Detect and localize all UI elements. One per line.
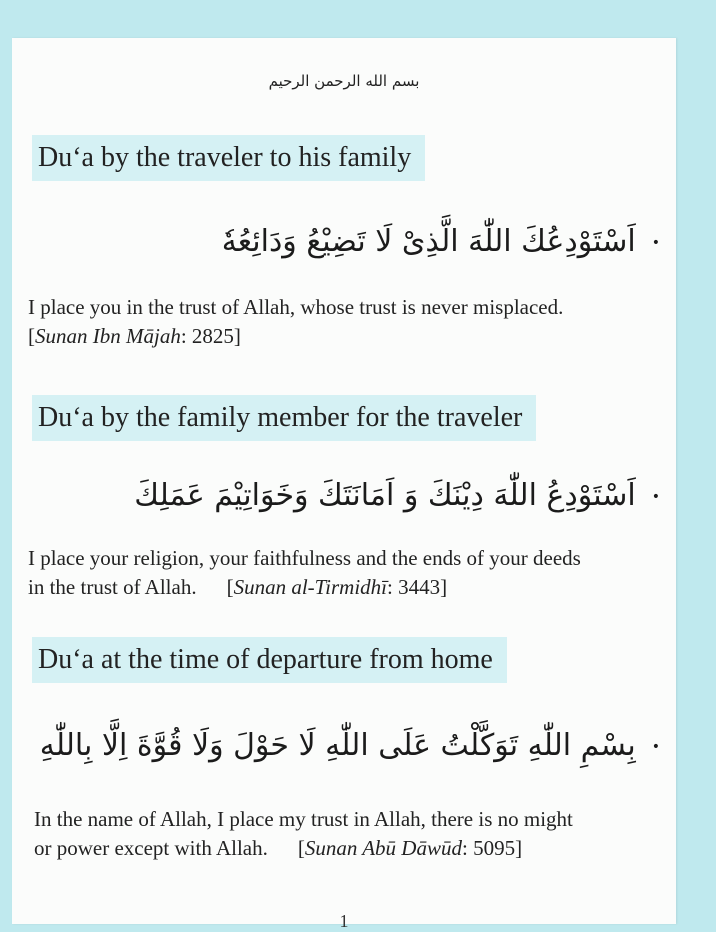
bullet-icon: •	[651, 234, 660, 251]
translation-line: I place your religion, your faithfulness and the ends of your deeds	[28, 546, 581, 570]
translation-departure-from-home	[34, 805, 670, 863]
bullet-icon: •	[651, 488, 660, 505]
translation-line-with-source: or power except with Allah. [Sunan Abū Dāwūd: 5095]	[34, 836, 523, 860]
arabic-text: اَسْتَوْدِعُكَ اللّٰهَ الَّذِىْ لَا تَضِيْعُ وَدَائِعُهٗ	[221, 224, 636, 259]
document-page	[12, 38, 676, 931]
source-ref: : 5095]	[461, 836, 523, 860]
section-heading-departure-from-home: Du‘a at the time of departure from home	[32, 637, 507, 683]
section-heading-traveler-to-family: Du‘a by the traveler to his family	[32, 135, 425, 181]
source-book: Sunan al-Tirmidhī	[233, 575, 388, 599]
page-number: 1	[339, 911, 349, 931]
source-citation: [Sunan al-Tirmidhī: 3443]	[226, 575, 448, 599]
translation-line: I place you in the trust of Allah, whose trust is never misplaced.	[28, 295, 564, 319]
dua-arabic-family-for-traveler	[12, 478, 660, 513]
source-citation: [Sunan Abū Dāwūd: 5095]	[297, 836, 523, 860]
dua-arabic-traveler-to-family	[12, 224, 660, 259]
source-book: Sunan Abū Dāwūd	[304, 836, 462, 860]
bismillah-header: بسم الله الرحمن الرحيم	[268, 72, 420, 90]
translation-family-for-traveler	[28, 544, 664, 602]
source-ref: : 3443]	[387, 575, 448, 599]
arabic-text: اَسْتَوْدِعُ اللّٰهَ دِيْنَكَ وَ اَمَانَتَكَ وَخَوَاتِيْمَ عَمَلِكَ	[134, 478, 636, 513]
source-book: Sunan Ibn Mājah	[35, 324, 181, 348]
source-citation: [Sunan Ibn Mājah: 2825]	[28, 324, 241, 348]
source-ref: : 2825]	[180, 324, 241, 348]
translation-line: In the name of Allah, I place my trust in Allah, there is no might	[34, 807, 573, 831]
bullet-icon: •	[651, 738, 660, 755]
translation-line-with-source: in the trust of Allah. [Sunan al-Tirmidhī: 3443]	[28, 575, 448, 599]
section-heading-family-for-traveler: Du‘a by the family member for the traveler	[32, 395, 536, 441]
translation-traveler-to-family	[28, 293, 664, 351]
arabic-text: بِسْمِ اللّٰهِ تَوَكَّلْتُ عَلَى اللّٰهِ لَا حَوْلَ وَلَا قُوَّةَ اِلَّا بِاللّٰهِ	[39, 728, 636, 763]
dua-arabic-departure-from-home	[12, 728, 660, 763]
